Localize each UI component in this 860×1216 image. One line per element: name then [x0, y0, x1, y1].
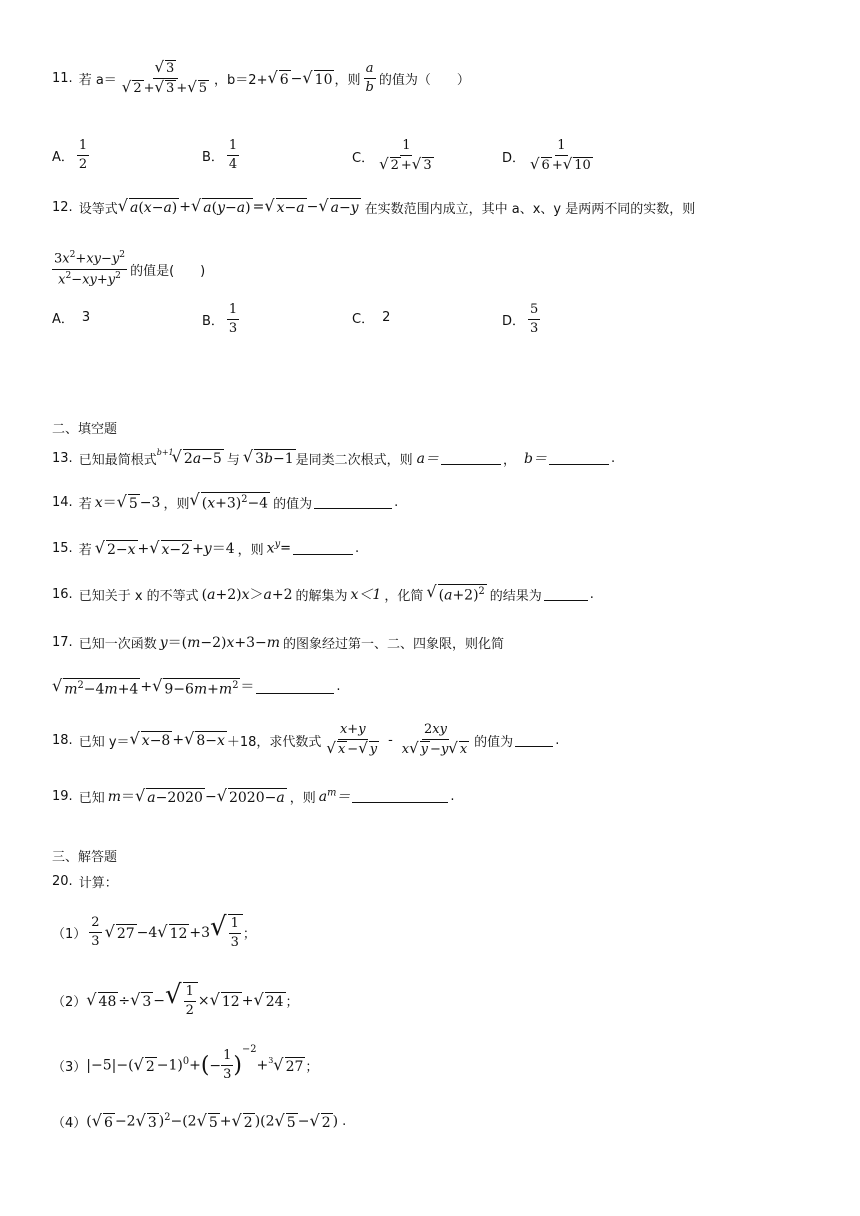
option-a: A． 3: [52, 310, 91, 327]
text: 已知: [78, 790, 105, 806]
question-number: 17.: [52, 634, 73, 650]
text: 的解集为: [295, 588, 348, 604]
q20-part-3: （3） |−5|−( √ 2 −1)$^0$+ ( − $\frac{1}{3}$ ) $^{-2}$+$^3$ √ 27 ；: [52, 1044, 319, 1083]
q20-part-1: （1） $\frac{2}{3}$ √ 27 −4 √ 12 +3 √ $\frac{1}{3}$ ；: [52, 912, 256, 951]
section-heading-solve: 三、解答题: [52, 850, 118, 865]
question-20: [52, 872, 118, 891]
question-15: 15. 若 √ 2−x + √ x−2 +y＝4 ，则 $x^y$ = .: [52, 538, 360, 558]
question-number: 16.: [52, 586, 73, 602]
question-17-cont: √ $m^2-4m+4$ + √ $9-6m+m^2$ ＝ .: [52, 676, 341, 698]
text: 已知 y＝: [78, 734, 130, 750]
option-d: D． $\frac{5}{3}$: [502, 302, 539, 337]
question-number: 14.: [52, 494, 73, 510]
answer-blank[interactable]: [293, 541, 353, 555]
question-11: 11. 若 a＝ √ 3 √ 2 + √ 3 + √ 5 ，b＝2+ √ 6 − √ 10 ，则 $\frac{a}{b}$ 的值为（ ）: [52, 58, 470, 97]
option-b: B． $\frac{1}{4}$: [202, 138, 238, 173]
question-number: 13.: [52, 450, 73, 466]
answer-blank[interactable]: [352, 789, 448, 803]
text: 的值是( ): [130, 263, 206, 279]
text: 的图象经过第一、二、四象限，则化简: [283, 636, 505, 652]
text: =: [280, 540, 292, 556]
section-heading-fill: 二、填空题: [52, 422, 118, 437]
answer-blank-b[interactable]: [549, 451, 609, 465]
text: ，b＝2+: [214, 73, 268, 89]
text: 与: [226, 452, 240, 468]
question-14: 14. 若 x＝ √ 5 −3 ，则 √ $(x+3)^2-4$ 的值为 .: [52, 490, 399, 512]
text: 已知关于 x 的不等式: [78, 588, 199, 604]
text: ，则: [237, 542, 264, 558]
option-b: B． $\frac{1}{3}$: [202, 302, 238, 337]
text: 的值为: [273, 496, 313, 512]
text: 计算：: [78, 876, 118, 891]
question-16: 16. 已知关于 x 的不等式 (a+2)x＞a+2 的解集为 x＜1 ，化简 √ $(a+2)^2$ 的结果为 .: [52, 582, 594, 604]
text: ＋18，求代数式: [226, 734, 322, 750]
fraction-a: √ 3 √ 2 + √ 3 + √ 5: [121, 58, 208, 97]
text: 已知一次函数: [78, 636, 157, 652]
text: ，则: [289, 790, 316, 806]
question-number: 18.: [52, 732, 73, 748]
question-12: 12. 设等式 √ a(x−a) + √ a(y−a) = √ x−a − √ a−y 在实数范围内成立，其中 a、x、y 是两两不同的实数，则: [52, 196, 696, 217]
fraction-a-over-b: $\frac{a}{b}$: [365, 61, 374, 96]
text: ，则: [334, 73, 361, 89]
question-number: 11.: [52, 71, 73, 87]
var-a: a＝: [416, 451, 439, 467]
var-b: b＝: [524, 451, 547, 467]
question-number: 19.: [52, 788, 73, 804]
question-number: 12.: [52, 200, 73, 215]
text: ，则: [163, 496, 190, 512]
text: 的值为: [474, 734, 514, 750]
text: 若 a＝: [78, 73, 117, 89]
answer-blank[interactable]: [314, 495, 392, 509]
option-d: D． 1 √ 6 + √ 10: [502, 138, 591, 174]
answer-blank[interactable]: [515, 733, 553, 747]
text: 的值为（ ）: [378, 73, 470, 89]
option-c: C． 2: [352, 310, 391, 327]
text: 是同类二次根式，则: [295, 452, 413, 468]
answer-blank[interactable]: [256, 680, 334, 694]
question-19: 19. 已知 m＝ √ a−2020 − √ 2020−a ，则 $a^m=$ .: [52, 786, 455, 806]
text: 在实数范围内成立，其中 a、x、y 是两两不同的实数，则: [364, 202, 696, 217]
text: 若: [78, 542, 92, 558]
text: 若: [78, 496, 92, 512]
question-number: 15.: [52, 540, 73, 556]
q20-part-4: （4） ( √ 6 −2 √ 3 )$^2$−(2 √ 5 + √ 2 )(2 √ 5 − √ 2 ) .: [52, 1110, 347, 1131]
text: 已知最简根式: [78, 452, 157, 468]
question-number: 20.: [52, 874, 73, 889]
question-18: 18. 已知 y＝ √ x−8 + √ 8−x ＋18，求代数式 x+y √ x − √ y - 2xy x √ y −y √ x 的值为 .: [52, 722, 560, 758]
answer-blank[interactable]: [544, 587, 588, 601]
question-13: 13. 已知最简根式 $^{b+1}$ √ 2a−5 与 √ 3b−1 是同类二次根式，则 a＝ ， b＝ .: [52, 446, 616, 468]
question-12-cont: $\frac{3x^2+xy-y^2}{x^2-xy+y^2}$ 的值是( ): [54, 250, 206, 287]
text: 的结果为: [489, 588, 542, 604]
text: 设等式: [78, 202, 118, 217]
answer-blank-a[interactable]: [441, 451, 501, 465]
text: ，化简: [384, 588, 424, 604]
q20-part-2: （2） √ 48 ÷ √ 3 − √ $\frac{1}{2}$ × √ 12 + √ 24 ；: [52, 980, 299, 1019]
question-17: 17. 已知一次函数 y＝(m−2)x+3−m 的图象经过第一、二、四象限，则化简: [52, 634, 505, 652]
option-a: A． $\frac{1}{2}$: [52, 138, 88, 173]
option-c: C． 1 √ 2 + √ 3: [352, 138, 432, 174]
